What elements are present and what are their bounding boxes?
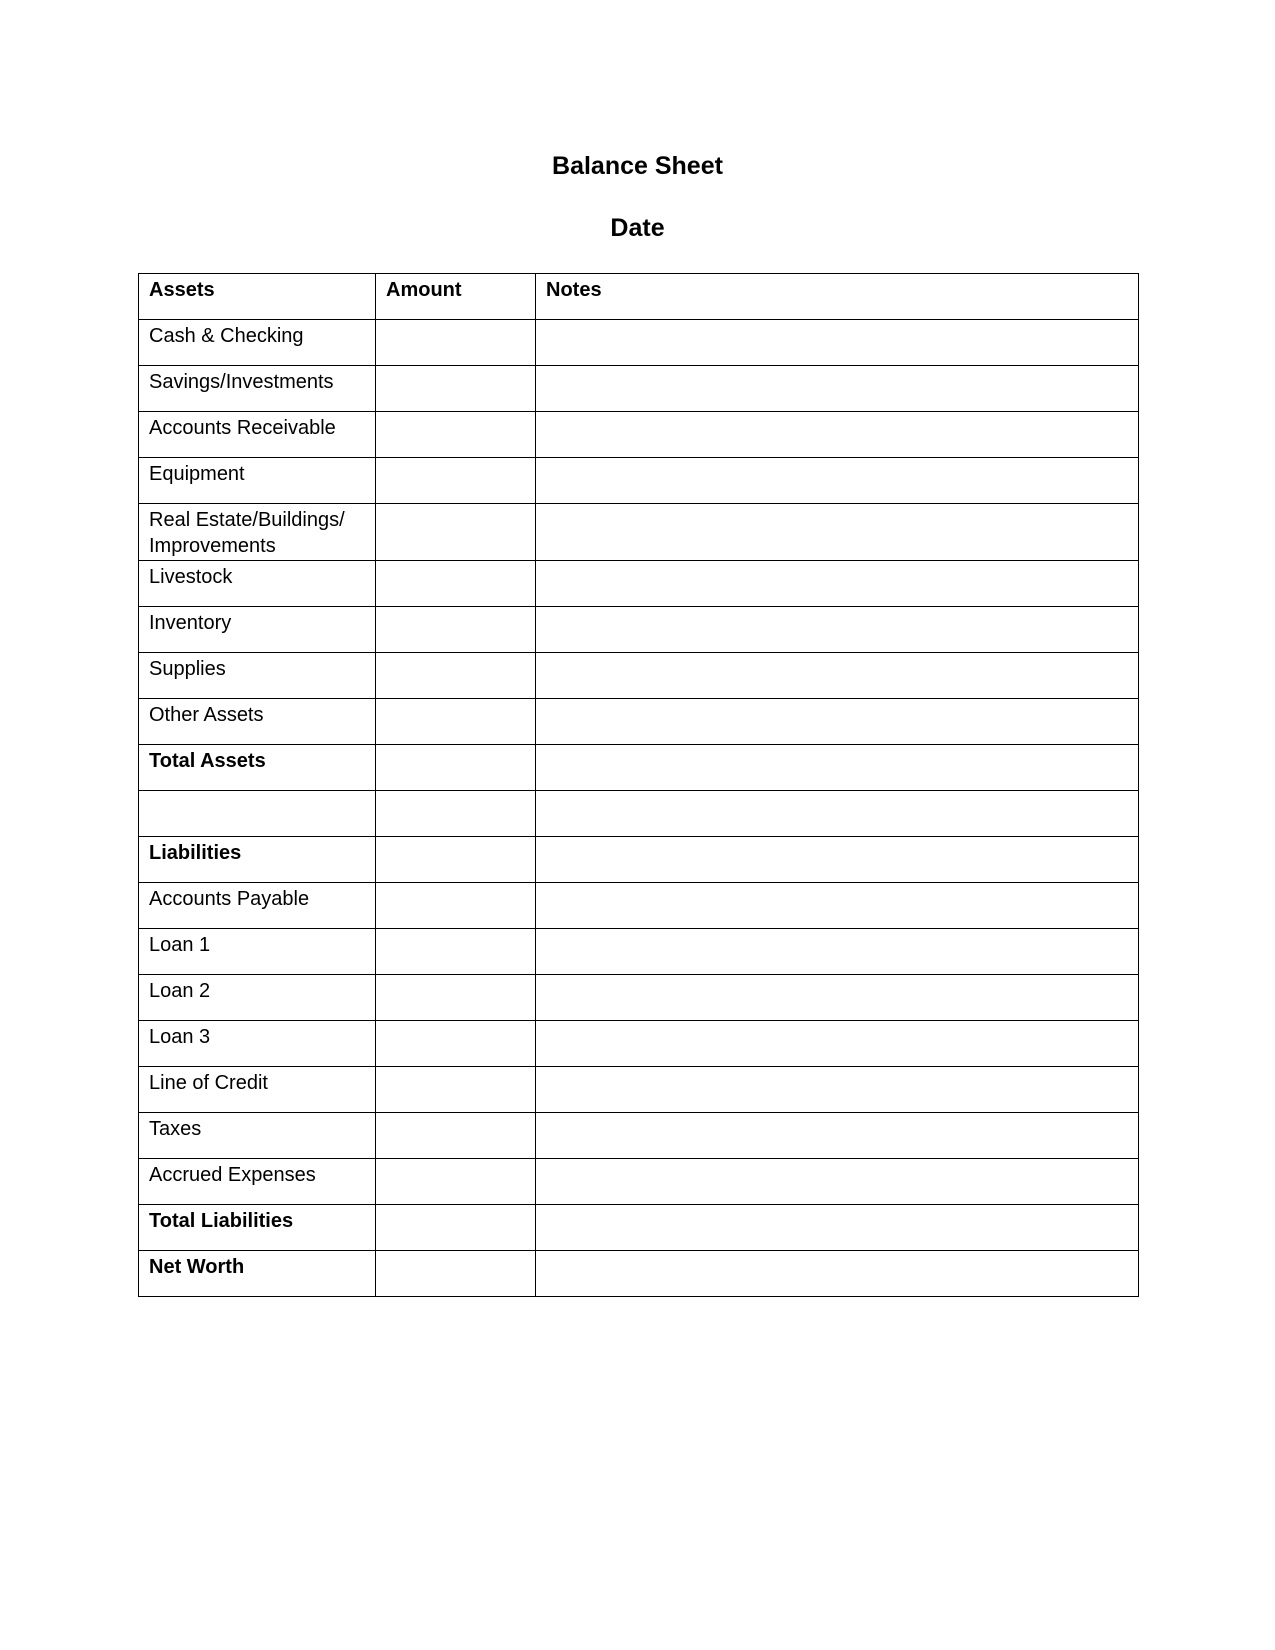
notes-cell[interactable]	[536, 1113, 1139, 1159]
amount-cell[interactable]	[376, 458, 536, 504]
table-row	[139, 561, 1139, 607]
document-date-label: Date	[610, 214, 665, 242]
amount-cell[interactable]	[376, 975, 536, 1021]
table-row	[139, 412, 1139, 458]
header-notes: Notes	[536, 274, 1139, 320]
notes-cell[interactable]	[536, 791, 1139, 837]
row-label: Line of Credit	[139, 1067, 376, 1113]
row-label: Accrued Expenses	[139, 1159, 376, 1205]
table-row	[139, 504, 1139, 561]
header-assets: Assets	[139, 274, 376, 320]
notes-cell[interactable]	[536, 412, 1139, 458]
amount-cell[interactable]	[376, 745, 536, 791]
row-label: Total Liabilities	[139, 1205, 376, 1251]
notes-cell[interactable]	[536, 1251, 1139, 1297]
table-row	[139, 929, 1139, 975]
notes-cell[interactable]	[536, 699, 1139, 745]
amount-cell[interactable]	[376, 883, 536, 929]
table-row	[139, 1159, 1139, 1205]
row-label: Liabilities	[139, 837, 376, 883]
row-label	[139, 791, 376, 837]
amount-cell[interactable]	[376, 504, 536, 561]
table-row	[139, 745, 1139, 791]
amount-cell[interactable]	[376, 320, 536, 366]
amount-cell[interactable]	[376, 837, 536, 883]
row-label: Supplies	[139, 653, 376, 699]
amount-cell[interactable]	[376, 366, 536, 412]
notes-cell[interactable]	[536, 320, 1139, 366]
table-body	[139, 320, 1139, 1297]
balance-sheet-table	[138, 273, 1139, 1297]
table-row	[139, 699, 1139, 745]
table-row	[139, 791, 1139, 837]
notes-cell[interactable]	[536, 561, 1139, 607]
row-label: Livestock	[139, 561, 376, 607]
row-label: Net Worth	[139, 1251, 376, 1297]
row-label: Loan 1	[139, 929, 376, 975]
notes-cell[interactable]	[536, 366, 1139, 412]
amount-cell[interactable]	[376, 1021, 536, 1067]
row-label: Cash & Checking	[139, 320, 376, 366]
table-row	[139, 607, 1139, 653]
row-label: Equipment	[139, 458, 376, 504]
notes-cell[interactable]	[536, 1159, 1139, 1205]
amount-cell[interactable]	[376, 1205, 536, 1251]
amount-cell[interactable]	[376, 1251, 536, 1297]
amount-cell[interactable]	[376, 607, 536, 653]
table-row	[139, 1251, 1139, 1297]
notes-cell[interactable]	[536, 883, 1139, 929]
table-row	[139, 975, 1139, 1021]
table-row	[139, 1067, 1139, 1113]
table-row	[139, 653, 1139, 699]
notes-cell[interactable]	[536, 837, 1139, 883]
row-label: Real Estate/Buildings/ Improvements	[139, 504, 376, 561]
amount-cell[interactable]	[376, 929, 536, 975]
table-row	[139, 458, 1139, 504]
row-label: Loan 2	[139, 975, 376, 1021]
row-label: Total Assets	[139, 745, 376, 791]
notes-cell[interactable]	[536, 1205, 1139, 1251]
row-label: Accounts Payable	[139, 883, 376, 929]
table-row	[139, 883, 1139, 929]
table-row	[139, 837, 1139, 883]
table-row	[139, 320, 1139, 366]
document-title: Balance Sheet	[552, 152, 723, 180]
row-label: Loan 3	[139, 1021, 376, 1067]
notes-cell[interactable]	[536, 929, 1139, 975]
notes-cell[interactable]	[536, 1067, 1139, 1113]
table-row	[139, 1021, 1139, 1067]
table-row	[139, 1113, 1139, 1159]
notes-cell[interactable]	[536, 458, 1139, 504]
amount-cell[interactable]	[376, 412, 536, 458]
table-row	[139, 1205, 1139, 1251]
notes-cell[interactable]	[536, 975, 1139, 1021]
amount-cell[interactable]	[376, 1113, 536, 1159]
header-amount: Amount	[376, 274, 536, 320]
row-label: Other Assets	[139, 699, 376, 745]
amount-cell[interactable]	[376, 1067, 536, 1113]
notes-cell[interactable]	[536, 607, 1139, 653]
table-row	[139, 366, 1139, 412]
amount-cell[interactable]	[376, 561, 536, 607]
notes-cell[interactable]	[536, 653, 1139, 699]
notes-cell[interactable]	[536, 745, 1139, 791]
row-label: Inventory	[139, 607, 376, 653]
row-label: Accounts Receivable	[139, 412, 376, 458]
amount-cell[interactable]	[376, 791, 536, 837]
amount-cell[interactable]	[376, 1159, 536, 1205]
amount-cell[interactable]	[376, 699, 536, 745]
amount-cell[interactable]	[376, 653, 536, 699]
row-label: Savings/Investments	[139, 366, 376, 412]
row-label: Taxes	[139, 1113, 376, 1159]
table-header-row	[139, 274, 1139, 320]
notes-cell[interactable]	[536, 1021, 1139, 1067]
notes-cell[interactable]	[536, 504, 1139, 561]
